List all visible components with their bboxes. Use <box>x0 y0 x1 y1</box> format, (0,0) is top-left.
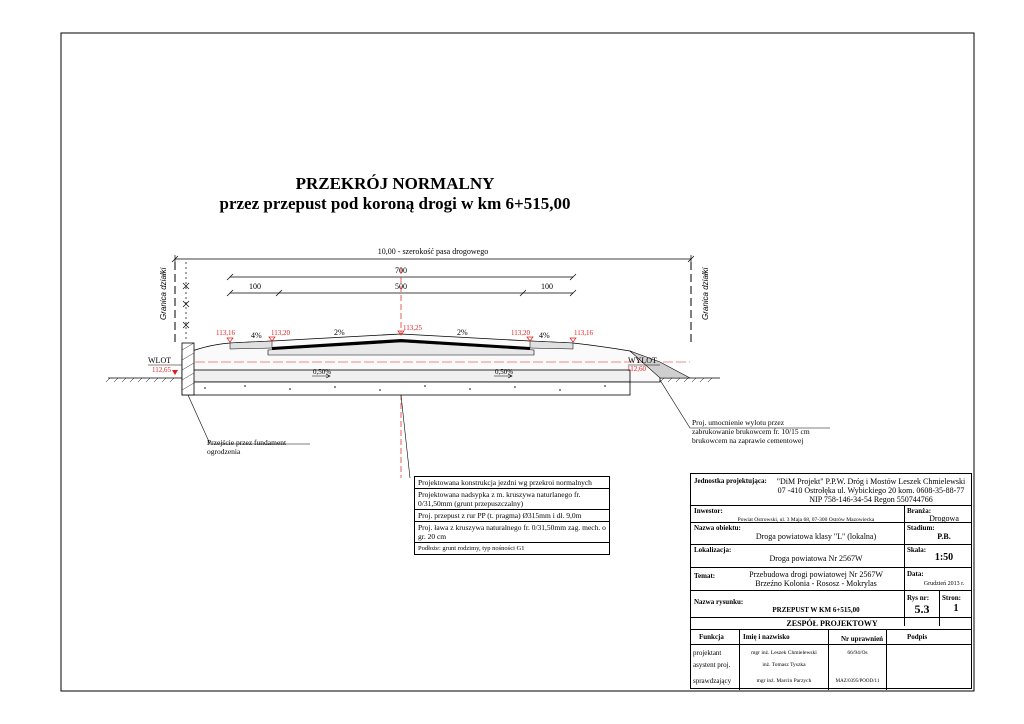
outlet-note <box>692 418 810 445</box>
temat-label: Temat: <box>694 572 716 580</box>
culvert-pipe <box>182 370 630 382</box>
branza-value: Drogowa <box>929 514 959 523</box>
data-label: Data: <box>907 570 924 578</box>
lokalizacja-value: Droga powiatowa Nr 2567W <box>769 554 863 563</box>
elevation-1: 113,16 <box>216 329 235 337</box>
slope-3: 2% <box>457 328 468 337</box>
slope-4: 4% <box>539 331 550 340</box>
stron-value: 1 <box>953 603 959 614</box>
culvert-bedding <box>182 382 630 395</box>
legend-leader <box>401 395 410 478</box>
inlet-label: WLOT <box>148 356 172 365</box>
elevation-inlet: 112,65 <box>152 366 171 374</box>
elevation-4: 113,20 <box>511 329 530 337</box>
rysunek-label: Nazwa rysunku: <box>694 598 744 606</box>
shoulder-left <box>230 341 272 349</box>
zespol-heading: ZESPÓŁ PROJEKTOWY <box>786 619 878 628</box>
rys-nr-label: Rys nr: <box>907 594 930 602</box>
slope-1: 4% <box>251 331 262 340</box>
stadium-value: P.B. <box>937 532 951 541</box>
team-row-1-nr: 66/94/Os <box>847 650 868 656</box>
col-nr: Nr uprawnień <box>841 635 884 643</box>
layer-legend <box>414 476 610 555</box>
col-funkcja: Funkcja <box>699 633 724 641</box>
boundary-label-left: Granica działki <box>159 267 168 320</box>
inwestor-value: Powiat Ostrowski, ul. 3 Maja 68, 07-300 Ostrów Mazowiecka <box>737 517 875 523</box>
stadium-label: Stadium: <box>907 524 935 532</box>
outlet-note-line-2: zabrukowanie brukowcem fr. 10/15 cm <box>692 427 810 436</box>
slope-2: 2% <box>334 328 345 337</box>
team-row-3-imie: mgr inż. Marcin Parzych <box>756 678 812 684</box>
jednostka-line-2: 07 -410 Ostrołęka ul. Wybickiego 20 kom. 0608-35-88-77 <box>777 486 965 495</box>
slope-pipe-1: 0,50% <box>313 368 332 376</box>
col-podpis: Podpis <box>907 633 928 641</box>
skala-value: 1:50 <box>934 552 954 563</box>
foundation-note-line-2: ogrodzenia <box>207 447 241 456</box>
inwestor-label: Inwestor: <box>694 507 723 515</box>
legend-item: Proj. przepust z rur PP (t. pragma) Ø315mm i dł. 9,0m <box>415 510 609 522</box>
obiekt-label: Nazwa obiektu: <box>694 524 741 532</box>
temat-line-1: Przebudowa drogi powiatowej Nr 2567W <box>749 570 883 579</box>
foundation-note <box>207 438 286 456</box>
slope-pipe-2: 0,50% <box>495 368 514 376</box>
elevation-outlet: 112,60 <box>627 365 646 373</box>
foundation-note-line-1: Przejście przez fundament <box>207 438 287 447</box>
legend-item: Podłoże: grunt rodzimy, typ nośności G1 <box>418 545 525 552</box>
title-block <box>690 473 972 689</box>
data-value: Grudzień 2013 r. <box>923 581 965 587</box>
branza-label: Branża: <box>907 507 932 515</box>
jednostka-label: Jednostka projektująca: <box>694 477 767 485</box>
jednostka-line-1: "DiM Projekt" P.P.W. Dróg i Mostów Leszek Chmielewski <box>776 477 966 486</box>
dimension-700-label: 700 <box>395 266 407 275</box>
shoulder-right <box>530 341 573 349</box>
lokalizacja-label: Lokalizacja: <box>694 546 732 554</box>
dimension-total-label: 10,00 - szerokość pasa drogowego <box>377 247 489 256</box>
foundation-leader <box>188 395 310 444</box>
elevation-3: 113,25 <box>403 324 422 332</box>
dimension-total <box>172 255 694 264</box>
title-line-1: PRZEKRÓJ NORMALNY <box>295 174 495 193</box>
dimension-500: 500 <box>395 282 407 291</box>
stron-label: Stron: <box>942 594 961 602</box>
team-row-2-funkcja: asystent proj. <box>693 661 731 669</box>
col-imie: Imię i nazwisko <box>743 633 790 641</box>
elevation-2: 113,20 <box>271 329 290 337</box>
outlet-note-line-1: Proj. umocnienie wylotu przez <box>692 418 785 427</box>
rys-nr-value: 5.3 <box>914 602 930 616</box>
legend-item: Proj. ława z kruszywa naturalnego fr. 0/31,50mm zag. mech. o gr. 20 cm <box>415 522 609 543</box>
team-row-3-nr: MAZ/0395/POOD/11 <box>835 679 880 684</box>
title-line-2: przez przepust pod koroną drogi w km 6+515,00 <box>219 194 571 213</box>
team-row-1-imie: mgr inż. Leszek Chmielewski <box>751 650 817 656</box>
dimension-100-right: 100 <box>541 282 553 291</box>
rysunek-value: PRZEPUST W KM 6+515,00 <box>772 606 860 614</box>
dimension-100-left: 100 <box>249 282 261 291</box>
team-row-3-funkcja: sprawdzający <box>693 677 732 685</box>
team-row-2-imie: inż. Tomasz Tyszka <box>762 662 806 668</box>
outlet-note-line-3: brukowcem na zaprawie cementowej <box>692 436 804 445</box>
legend-item: Projektowana konstrukcja jezdni wg przekroi normalnych <box>415 477 609 489</box>
jednostka-line-3: NIP 758-146-34-54 Regon 550744766 <box>809 495 933 504</box>
elevation-5: 113,16 <box>574 329 593 337</box>
boundary-label-right: Granica działki <box>701 267 710 320</box>
skala-label: Skala: <box>907 546 927 554</box>
legend-item: Projektowana nadsypka z m. kruszywa naturlanego fr. 0/31,50mm (grunt przepuszczalny) <box>415 489 609 510</box>
fence-symbol <box>183 262 189 340</box>
outlet-label: WYLOT <box>628 356 657 365</box>
inlet-level-mark <box>172 370 178 375</box>
team-row-1-funkcja: projektant <box>693 649 722 657</box>
obiekt-value: Droga powiatowa klasy "L" (lokalna) <box>755 532 877 541</box>
temat-line-2: Brzeźno Kolonia - Rososz - Mokrylas <box>755 579 877 588</box>
